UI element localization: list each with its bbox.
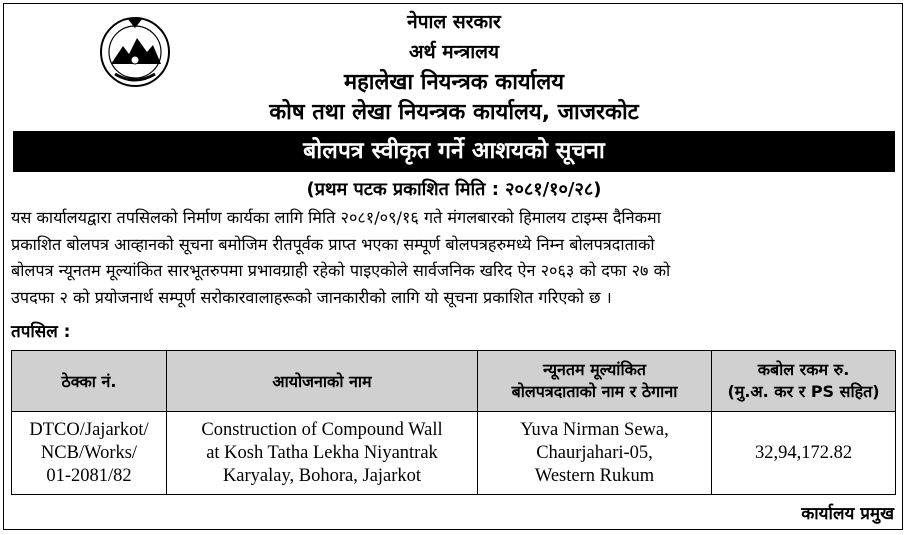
body-line: उपदफा २ को प्रयोजनार्थ सम्पूर्ण सरोकारवालाहरूको जानकारीको लागि यो सूचना प्रकाशित गरिएको छ । (11, 287, 612, 307)
cell-line: Yuva Nirman Sewa, (520, 419, 669, 440)
cell-line: at Kosh Tatha Lekha Niyantrak (206, 442, 438, 463)
header-amount-line: (मु.अ. कर र PS सहित) (727, 382, 880, 401)
cell-bidder (478, 412, 712, 495)
body-line: बोलपत्र न्यूनतम मूल्यांकित सारभूतरुपमा प्रभावग्राही रहेको पाइएकोले सार्वजनिक खरिद ऐन २०६३ को दफा २७ को (11, 261, 671, 280)
header-bidder (478, 351, 712, 412)
cell-amount: 32,94,172.82 (712, 412, 896, 495)
body-line: यस कार्यालयद्वारा तपसिलको निर्माण कार्यका लागि मिति २०८१/०९/१६ गते मंगलबारको हिमालय टाइम्स दैनिकमा (11, 208, 661, 227)
cell-line: 01-2081/82 (46, 465, 132, 486)
cell-line: Karyalay, Bohora, Jajarkot (222, 465, 422, 486)
table-header-row (12, 351, 896, 412)
tapasil-label: तपसिल : (11, 322, 71, 342)
header-project-name: आयोजनाको नाम (167, 351, 478, 412)
header-amount (712, 351, 896, 412)
table-row (12, 412, 896, 495)
office-head-signature: कार्यालय प्रमुख (801, 504, 894, 524)
body-line: प्रकाशित बोलपत्र आव्हानको सूचना बमोजिम रीतपूर्वक प्राप्त भएका सम्पूर्ण बोलपत्रहरुमध्ये निम्न बोलपत्रदाताको (11, 234, 655, 254)
header-amount-line: कबोल रकम रु. (757, 360, 850, 379)
header-bidder-line: बोलपत्रदाताको नाम र ठेगाना (511, 382, 678, 401)
notice-body (11, 205, 897, 311)
header-bidder-line: न्यूनतम मूल्यांकित (543, 360, 646, 379)
cell-line: NCB/Works/ (40, 442, 138, 463)
header-ministry: अर्थ मन्त्रालय (408, 41, 500, 63)
header-contract-no: ठेक्का नं. (12, 351, 167, 412)
publication-date: (प्रथम पटक प्रकाशित मिति : २०८१/१०/२८) (306, 179, 602, 200)
cell-line: Western Rukum (534, 465, 655, 486)
header-office: महालेखा नियन्त्रक कार्यालय (343, 70, 565, 95)
header-government: नेपाल सरकार (407, 11, 501, 33)
header-district-office: कोष तथा लेखा नियन्त्रक कार्यालय, जाजरकोट (269, 100, 639, 125)
cell-line: Chaurjahari-05, (536, 442, 653, 463)
cell-contract-no (12, 412, 167, 495)
cell-line: DTCO/Jajarkot/ (29, 419, 149, 440)
cell-line: Construction of Compound Wall (201, 419, 443, 440)
details-table (11, 350, 896, 495)
notice-title-banner: बोलपत्र स्वीकृत गर्ने आशयको सूचना (13, 131, 895, 172)
cell-project-name (167, 412, 478, 495)
